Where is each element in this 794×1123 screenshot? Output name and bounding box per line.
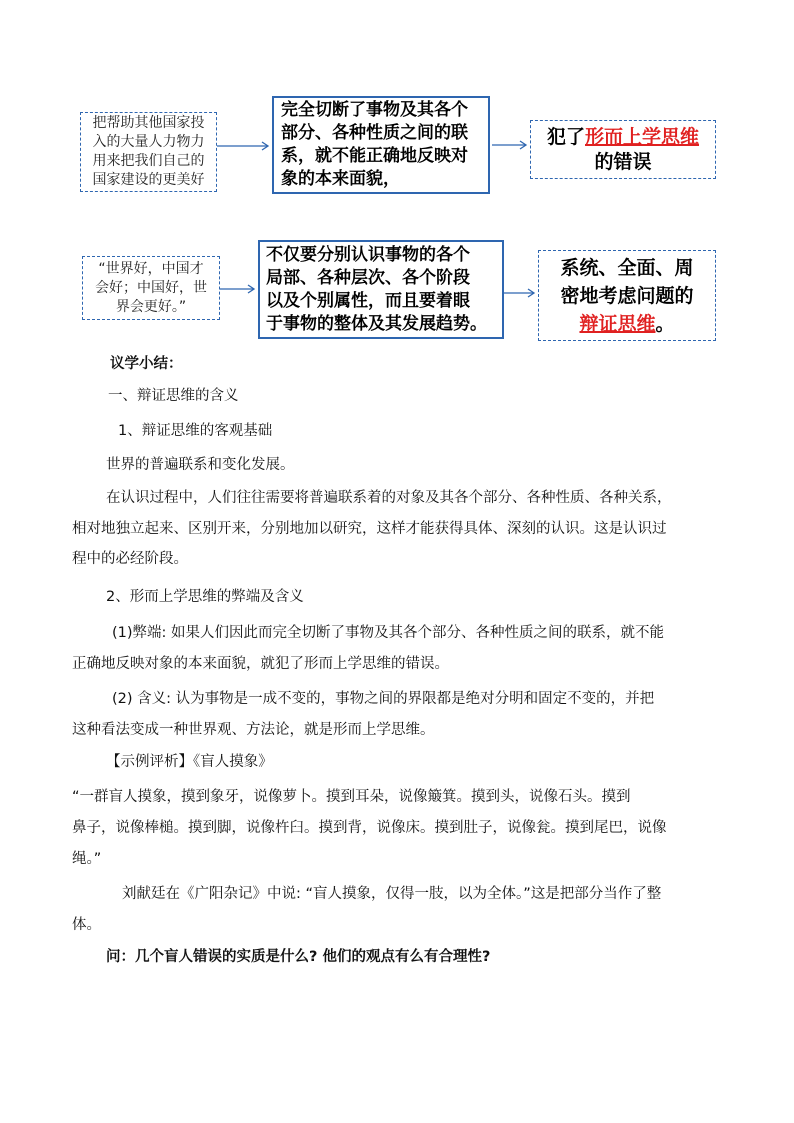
diagram1-middle-box bbox=[272, 96, 490, 194]
text-line: 把帮助其他国家投 bbox=[92, 115, 205, 131]
diagram2-right-text bbox=[560, 254, 693, 338]
text-span: 。 bbox=[655, 312, 675, 335]
paragraph: (2) 含义: 认为事物是一成不变的，事物之间的界限都是绝对分明和固定不变的，并把 bbox=[112, 691, 655, 707]
arrow-icon bbox=[492, 139, 530, 151]
text-line: 系，就不能正确地反映对 bbox=[281, 146, 468, 166]
text-line: 于事物的整体及其发展趋势。 bbox=[266, 313, 487, 334]
text-line: 部分、各种性质之间的联 bbox=[281, 123, 468, 143]
highlight-text: 形而上学思维 bbox=[585, 125, 700, 148]
arrow-icon bbox=[220, 283, 258, 295]
text-line: 的错误 bbox=[594, 150, 652, 173]
diagram2-right-box bbox=[538, 250, 716, 341]
text-span: 犯了 bbox=[546, 125, 585, 148]
text-line bbox=[547, 125, 699, 150]
text-line: 不仅要分别认识事物的各个 bbox=[266, 244, 470, 265]
paragraph: 体。 bbox=[72, 917, 101, 933]
highlight-text: 辩证思维 bbox=[579, 312, 656, 335]
diagram2-left-text bbox=[95, 260, 207, 317]
section-heading: 一、辩证思维的含义 bbox=[108, 388, 239, 404]
text-line bbox=[560, 310, 693, 338]
paragraph: 绳。” bbox=[72, 851, 102, 867]
text-line: “世界好，中国才 bbox=[98, 260, 204, 277]
subsection-heading: 2、形而上学思维的弊端及含义 bbox=[106, 589, 304, 605]
paragraph: 相对地独立起来、区别开来，分别地加以研究，这样才能获得具体、深刻的认识。这是认识过 bbox=[72, 521, 667, 537]
example-heading: 【示例评析】《盲人摸象》 bbox=[106, 754, 273, 770]
paragraph: 世界的普遍联系和变化发展。 bbox=[106, 457, 295, 473]
diagram1-left-text bbox=[93, 114, 205, 190]
diagram1-middle-text bbox=[281, 99, 468, 191]
paragraph: 刘献廷在《广阳杂记》中说: “盲人摸象，仅得一肢，以为全体。”这是把部分当作了整 bbox=[122, 886, 662, 902]
diagram1-left-box bbox=[80, 112, 217, 192]
question-text: 问：几个盲人错误的实质是什么? 他们的观点有么有合理性? bbox=[106, 949, 491, 965]
paragraph: 在认识过程中，人们往往需要将普遍联系着的对象及其各个部分、各种性质、各种关系， bbox=[106, 490, 672, 506]
summary-heading: 议学小结： bbox=[110, 356, 183, 372]
diagram1-right-box bbox=[530, 120, 716, 179]
text-line: 国家建设的更美好 bbox=[92, 172, 205, 188]
text-line: 系统、全面、周 bbox=[560, 256, 694, 279]
text-line: 密地考虑问题的 bbox=[560, 284, 694, 307]
text-line: 以及个别属性，而且要着眼 bbox=[266, 290, 470, 311]
diagram2-middle-text bbox=[266, 244, 487, 336]
arrow-icon bbox=[217, 140, 272, 152]
text-line: 会好；中国好，世 bbox=[95, 279, 207, 296]
diagram2-middle-box bbox=[258, 240, 504, 339]
text-line: 用来把我们自己的 bbox=[92, 153, 205, 169]
paragraph: (1)弊端: 如果人们因此而完全切断了事物及其各个部分、各种性质之间的联系，就不能 bbox=[112, 625, 665, 641]
text-line: 完全切断了事物及其各个 bbox=[281, 100, 468, 120]
text-line: 象的本来面貌， bbox=[281, 169, 400, 189]
text-line: 界会更好。” bbox=[115, 298, 187, 315]
text-line: 局部、各种层次、各个阶段 bbox=[266, 267, 470, 288]
arrow-icon bbox=[504, 287, 538, 299]
subsection-heading: 1、辩证思维的客观基础 bbox=[118, 423, 273, 439]
diagram1-right-text bbox=[547, 125, 699, 175]
paragraph: “一群盲人摸象，摸到象牙，说像萝卜。摸到耳朵，说像簸箕。摸到头，说像石头。摸到 bbox=[72, 789, 631, 805]
paragraph: 程中的必经阶段。 bbox=[72, 551, 188, 567]
diagram2-left-box bbox=[82, 256, 220, 320]
paragraph: 正确地反映对象的本来面貌，就犯了形而上学思维的错误。 bbox=[72, 656, 449, 672]
paragraph: 鼻子，说像棒槌。摸到脚，说像杵臼。摸到背，说像床。摸到肚子，说像瓮。摸到尾巴，说像 bbox=[72, 820, 667, 836]
text-line: 入的大量人力物力 bbox=[92, 134, 205, 150]
paragraph: 这种看法变成一种世界观、方法论，就是形而上学思维。 bbox=[72, 722, 435, 738]
